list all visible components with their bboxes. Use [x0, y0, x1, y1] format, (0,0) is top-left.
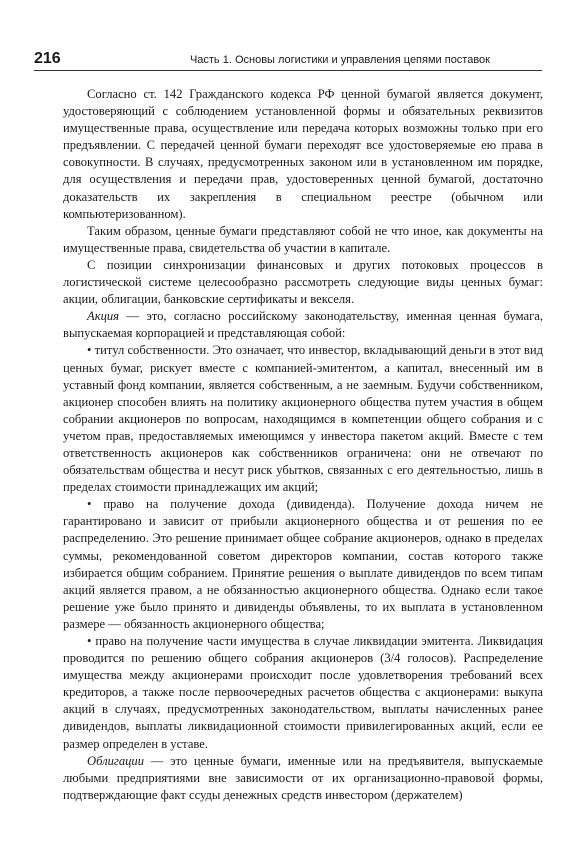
bullet-paragraph [63, 496, 543, 633]
paragraph-text: — это, согласно российскому законодательству, именная ценная бумага, выпускаемая корпорацией и представляющая собой: [63, 309, 543, 341]
paragraph-text: • титул собственности. Это означает, что инвестор, вкладывающий деньги в этот вид ценных бумаг, рискует вместе с компанией-эмитентом, а капитал, внесенный им в уставный фонд компании, является собственным, а не заемным. Будучи собственником, акционер способен влиять на политику акционерного общества путем участия в общем собрании акционеров по вопросам, находящимся в компетенции общего собрания и с учетом прав, предоставляемых имеющимся у инвестора пакетом акций. Вместе с тем ответственность акционеров как собственников ограничена: они не отвечают по обязательствам общества и несут риск убытков, связанных с его деятельностью, лишь в пределах стоимости принадлежащих им акций; [63, 343, 543, 495]
paragraph [63, 308, 543, 342]
paragraph-text: С позиции синхронизации финансовых и других потоковых процессов в логистической системе целесообразно рассмотреть следующие виды ценных бумаг: акции, облигации, банковские сертификаты и векселя. [63, 257, 543, 307]
paragraph-text: Таким образом, ценные бумаги представляют собой не что иное, как документы на имущественные права, свидетельства об участии в капитале. [63, 223, 543, 255]
bullet-paragraph [63, 633, 543, 753]
term-italic: Акция [87, 309, 120, 324]
paragraph-text: • право на получение части имущества в случае ликвидации эмитента. Ликвидация проводится по решению общего собрания акционеров (3/4 голосов). Распределение имущества между акционерами происходит после удовлетворения требований всех кредиторов, а также после первоочередных расчетов общества с акционерами: выкупа акций в случаях, предусмотренных законодательством, выплаты начисленных ранее дивидендов, выплаты ликвидационной стоимости привилегированных акций, если ее размер определен в уставе. [63, 634, 543, 751]
paragraph-text: Согласно ст. 142 Гражданского кодекса РФ ценной бумагой является документ, удостоверяющий с соблюдением установленной формы и обязательных реквизитов имущественные права, осуществление или передача которых возможны только при его предъявлении. С передачей ценной бумаги переходят все удостоверяемые ею права в совокупности. В случаях, предусмотренных законом или в установленном им порядке, для осуществления и передачи прав, удостоверенных ценной бумагой, достаточно доказательств их закрепления в специальном реестре (обычном или компьютеризованном). [63, 87, 543, 221]
paragraph-text: — это ценные бумаги, именные или на предъявителя, выпускаемые любыми предприятиями вне зависимости от их организационно-правовой формы, подтверждающие факт ссуды денежных средств инвестором (держателем) [63, 753, 543, 802]
paragraph [63, 86, 543, 223]
paragraph [63, 223, 543, 257]
body-text [63, 86, 543, 804]
paragraph [63, 753, 543, 804]
paragraph [63, 257, 543, 308]
page-header [34, 50, 542, 71]
running-head: Часть 1. Основы логистики и управления цепями поставок [189, 54, 490, 66]
term-italic: Облигации [87, 753, 145, 768]
paragraph-text: • право на получение дохода (дивиденда). Получение дохода ничем не гарантировано и зависит от прибыли акционерного общества и от решения по ее распределению. Это решение принимает общее собрание акционеров, однако в пределах суммы, рекомендованной советом директоров компании, состав которого также избирается общим собранием. Принятие решения о выплате дивидендов по всем типам акций является правом, а не обязанностью акционерного общества. Однако если такое решение уже было принято и дивиденды объявлены, то их выплата в установленном размере — обязанность акционерного общества; [63, 497, 543, 631]
bullet-paragraph [63, 342, 543, 496]
page-number: 216 [34, 50, 61, 67]
